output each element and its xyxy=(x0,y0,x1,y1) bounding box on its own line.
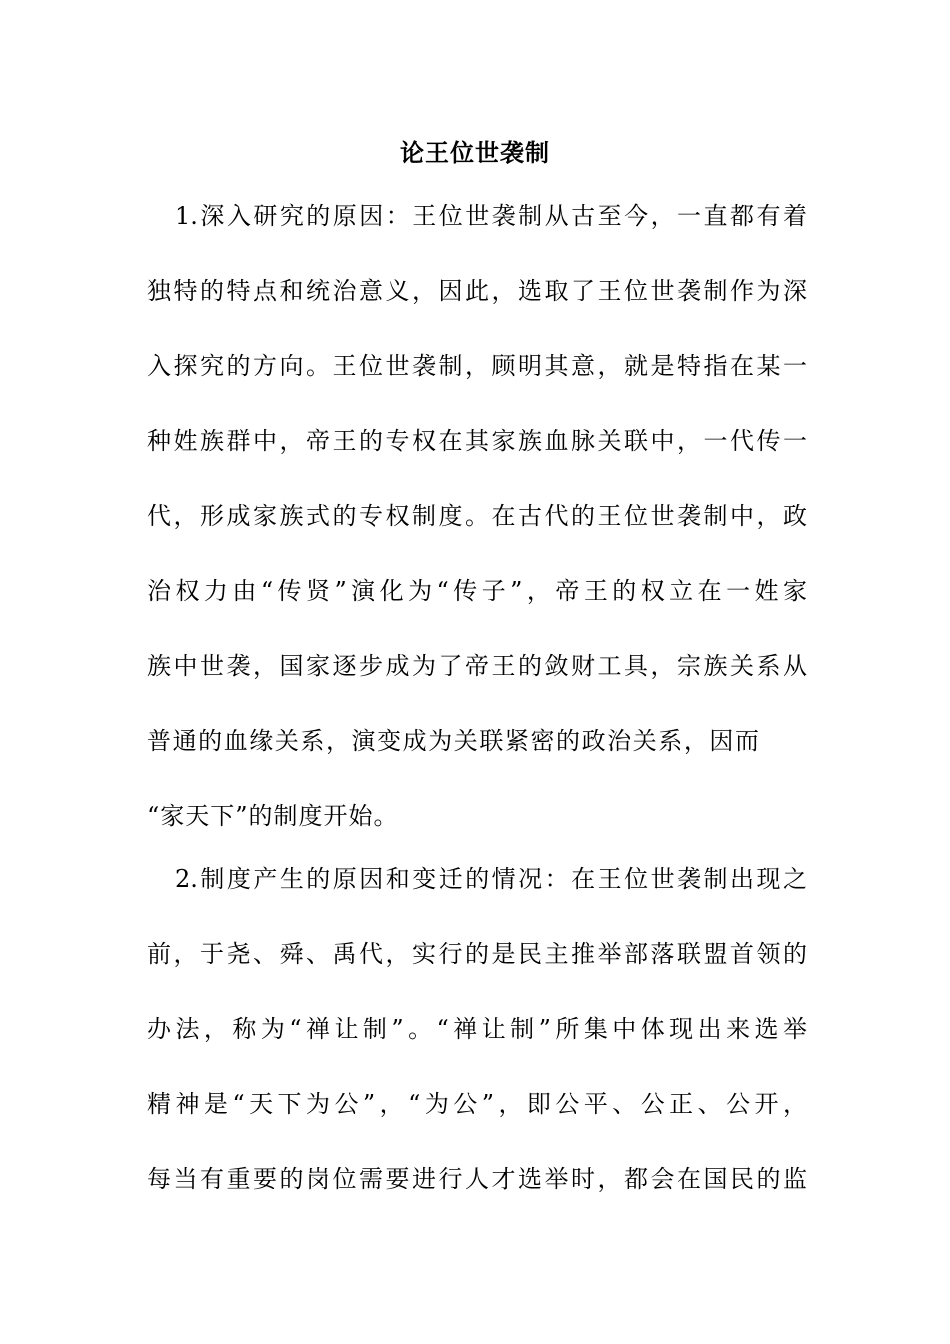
document-title: 论王位世袭制 xyxy=(400,138,550,167)
paragraph-1-line-4: 种姓族群中，帝王的专权在其家族血脉关联中，一代传一 xyxy=(147,427,807,455)
paragraph-2-line-3: 办法，称为“禅让制”。“禅让制”所集中体现出来选举 xyxy=(147,1015,807,1043)
paragraph-1-line-2: 独特的特点和统治意义，因此，选取了王位世袭制作为深 xyxy=(147,277,807,305)
paragraph-1-line-8: 普通的血缘关系，演变成为关联紧密的政治关系，因而 xyxy=(147,727,759,755)
paragraph-1-line-3: 入探究的方向。王位世袭制，顾明其意，就是特指在某一 xyxy=(147,352,807,380)
paragraph-1-line-1: 1.深入研究的原因：王位世袭制从古至今，一直都有着 xyxy=(175,202,807,230)
paragraph-2-line-4: 精神是“天下为公”，“为公”，即公平、公正、公开， xyxy=(147,1090,807,1118)
paragraph-1-line-5: 代，形成家族式的专权制度。在古代的王位世袭制中，政 xyxy=(147,502,807,530)
paragraph-2-line-1: 2.制度产生的原因和变迁的情况：在王位世袭制出现之 xyxy=(175,865,807,893)
paragraph-2-line-2: 前，于尧、舜、禹代，实行的是民主推举部落联盟首领的 xyxy=(147,940,807,968)
paragraph-1-line-7: 族中世袭，国家逐步成为了帝王的敛财工具，宗族关系从 xyxy=(147,652,807,680)
paragraph-2-line-5: 每当有重要的岗位需要进行人才选举时，都会在国民的监 xyxy=(147,1165,807,1193)
paragraph-1-line-9: “家天下”的制度开始。 xyxy=(147,802,399,830)
paragraph-1-line-6: 治权力由“传贤”演化为“传子”，帝王的权立在一姓家 xyxy=(147,577,807,605)
